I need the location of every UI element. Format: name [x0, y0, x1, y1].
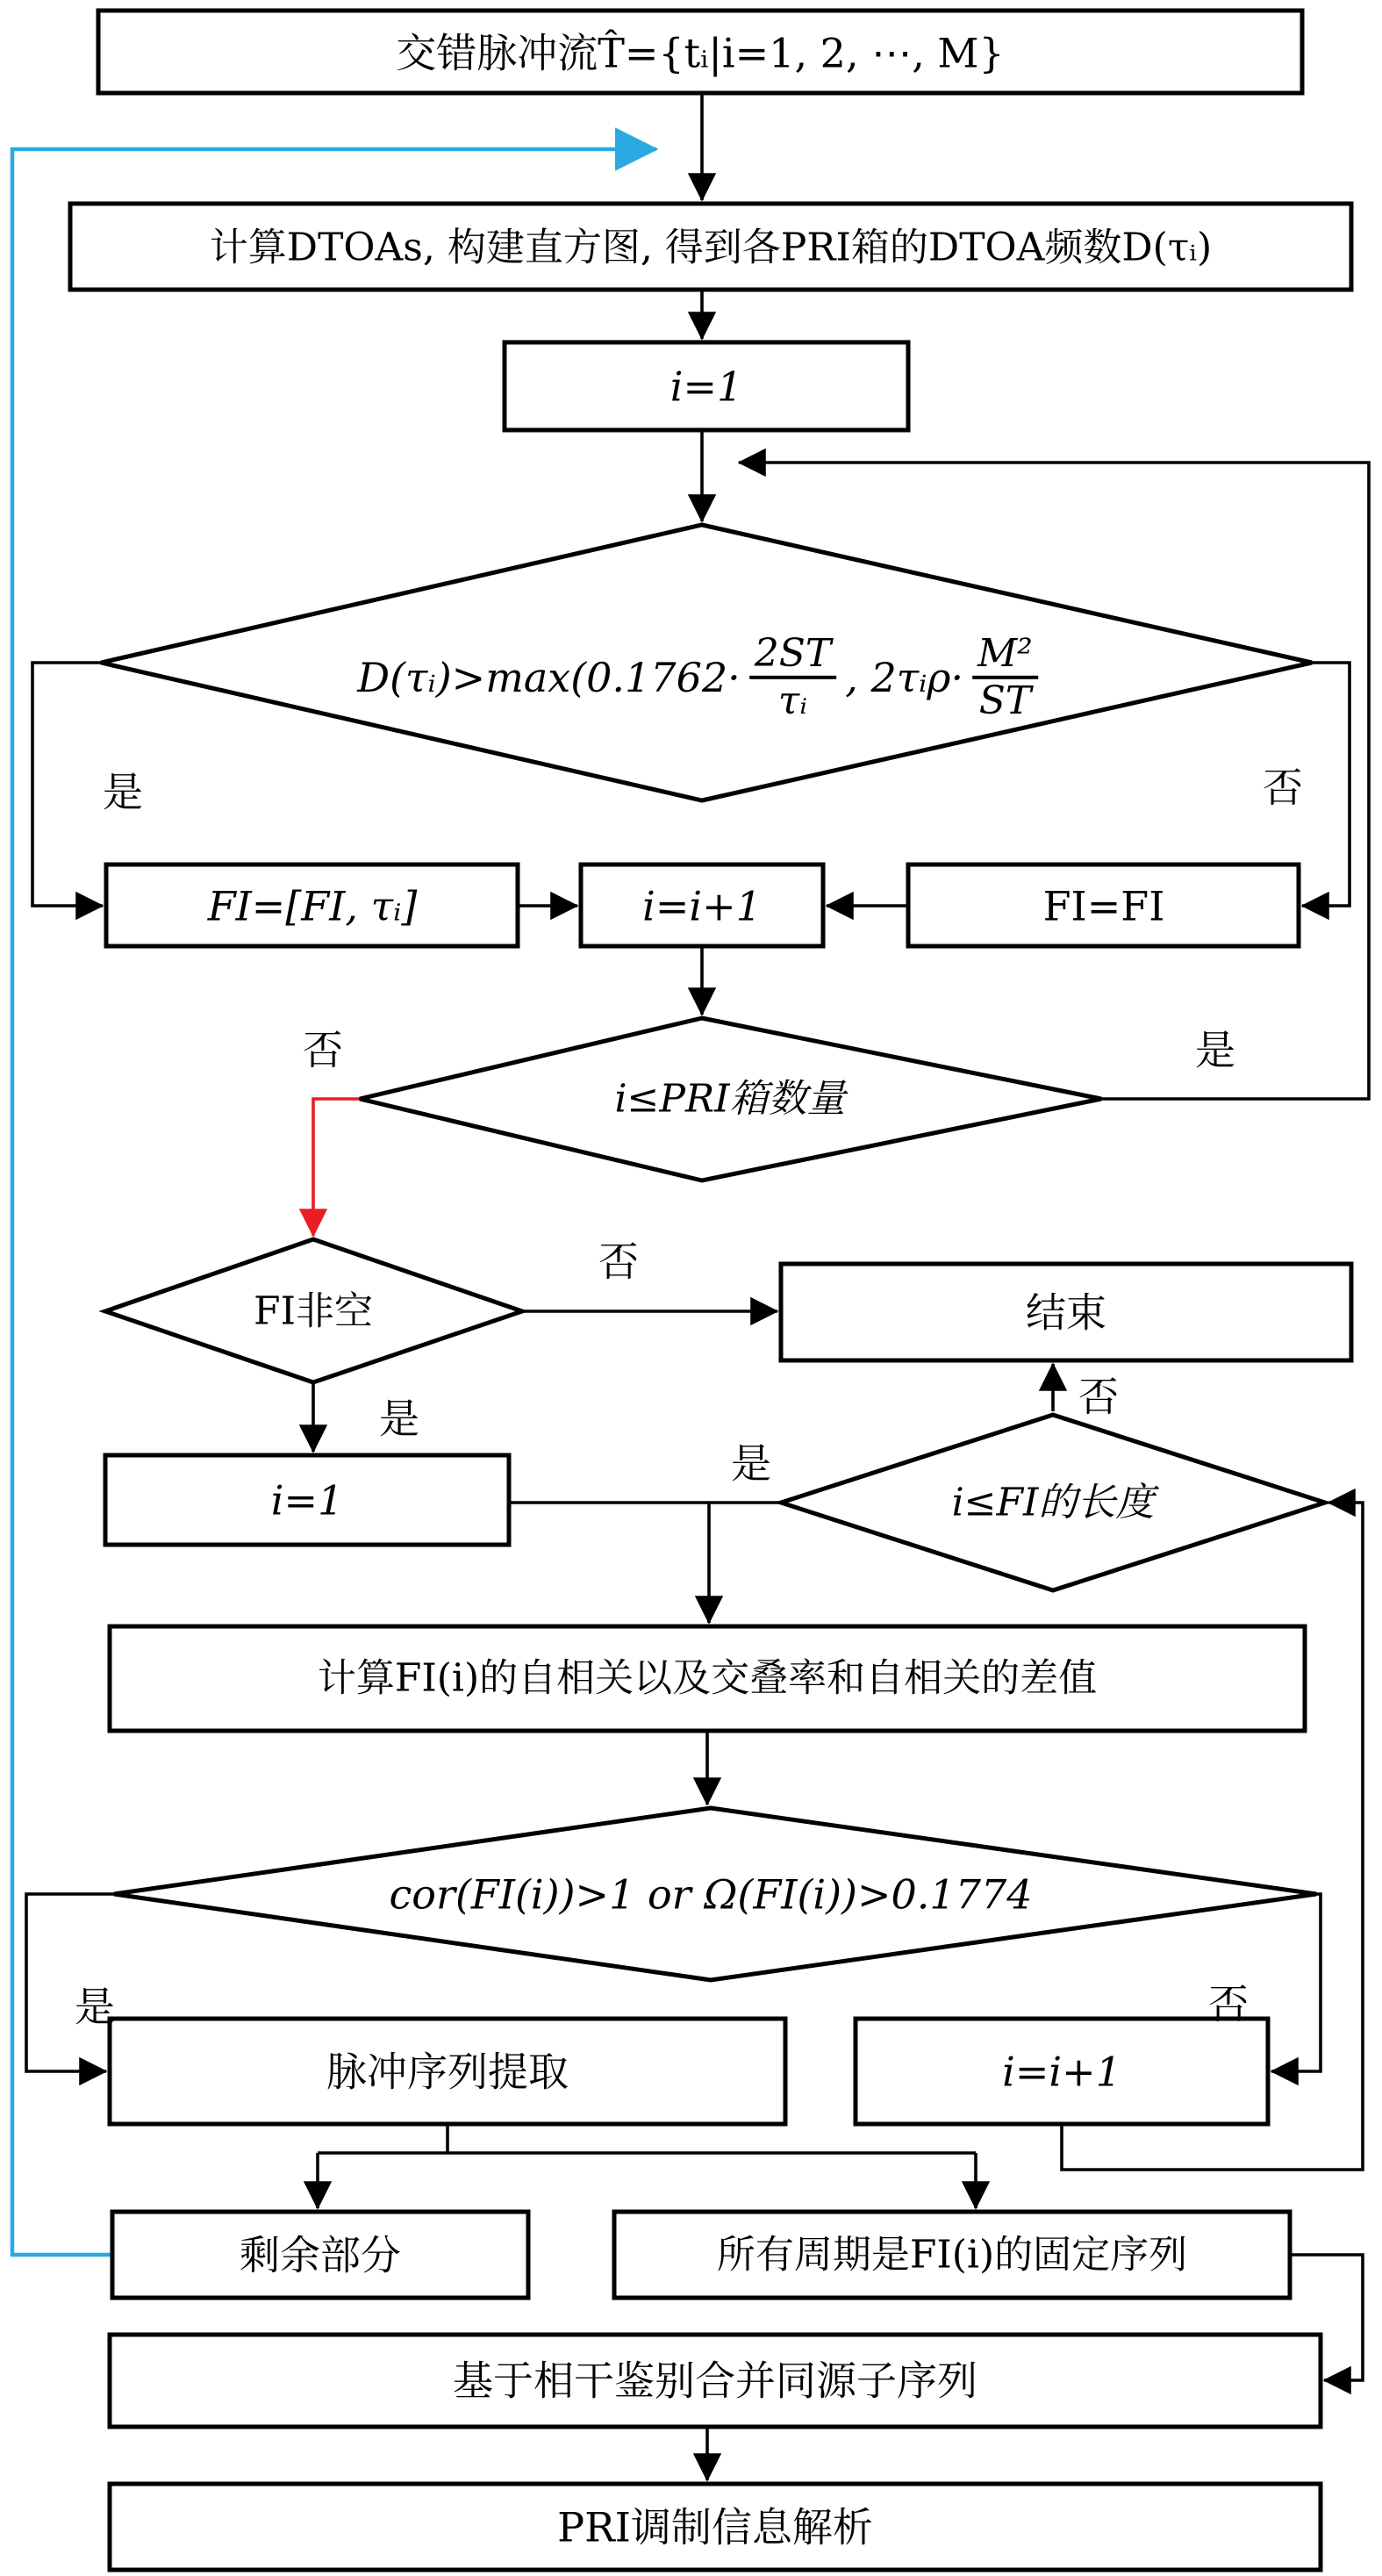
node-fi-keep-label: FI=FI [1042, 882, 1165, 930]
dcheck-frac2-den: ST [978, 678, 1032, 723]
node-dcheck-label [357, 630, 1047, 723]
edge-label-no-bincheck: 否 [303, 1026, 343, 1074]
edge-corcheck-no [1271, 1894, 1321, 2071]
edge-label-no-corcheck: 否 [1208, 1980, 1249, 2028]
node-incr-i-label: i=i+1 [642, 882, 762, 930]
edge-label-no-dcheck: 否 [1263, 764, 1303, 812]
dcheck-frac2-num: M² [972, 634, 1038, 679]
edge-label-no-lencheck: 否 [1078, 1373, 1119, 1421]
node-residual-label: 剩余部分 [240, 2231, 401, 2279]
dcheck-mid: , 2τᵢρ· [845, 653, 964, 701]
node-corcheck-label: cor(FI(i))>1 or Ω(FI(i))>0.1774 [389, 1870, 1033, 1919]
node-fi-append-label: FI=[FI, τᵢ] [207, 882, 418, 930]
node-init-i-label: i=1 [670, 362, 743, 411]
edge-label-yes-dcheck: 是 [103, 768, 143, 816]
node-start-label: 交错脉冲流T̂={tᵢ|i=1, 2, ⋯, M} [396, 29, 1005, 77]
node-end-label: 结束 [1026, 1288, 1106, 1337]
node-merge-label: 基于相干鉴别合并同源子序列 [453, 2357, 977, 2405]
edge-dcheck-yes [32, 663, 103, 906]
dcheck-fraction-1 [749, 630, 836, 723]
dcheck-prefix: D(τᵢ)>max(0.1762· [357, 653, 741, 701]
dcheck-frac1-den: τᵢ [777, 678, 808, 723]
node-lencheck-label: i≤FI的长度 [951, 1480, 1155, 1525]
node-dtoa-label: 计算DTOAs, 构建直方图, 得到各PRI箱的DTOA频数D(τᵢ) [209, 225, 1213, 270]
node-fixedseq-label: 所有周期是FI(i)的固定序列 [716, 2232, 1188, 2278]
dcheck-frac1-num: 2ST [749, 634, 836, 679]
edge-label-no-nonempty: 否 [598, 1238, 639, 1286]
node-fi-nonempty-label: FI非空 [254, 1288, 373, 1334]
node-init-i2-label: i=1 [270, 1476, 344, 1525]
node-autocorr-label: 计算FI(i)的自相关以及交叠率和自相关的差值 [317, 1655, 1098, 1701]
node-parse-label: PRI调制信息解析 [557, 2503, 873, 2551]
edge-label-yes-bincheck: 是 [1195, 1026, 1235, 1074]
edge-dcheck-no [1302, 663, 1350, 906]
edge-label-yes-corcheck: 是 [75, 1983, 115, 2031]
node-extract-label: 脉冲序列提取 [326, 2048, 569, 2096]
edge-label-yes-nonempty: 是 [379, 1395, 419, 1443]
edge-label-yes-lencheck: 是 [731, 1439, 771, 1488]
edge-bincheck-no-red [313, 1099, 360, 1236]
node-incr-i2-label: i=i+1 [1002, 2048, 1121, 2096]
dcheck-fraction-2 [972, 630, 1038, 723]
node-bincheck-label: i≤PRI箱数量 [614, 1076, 846, 1122]
